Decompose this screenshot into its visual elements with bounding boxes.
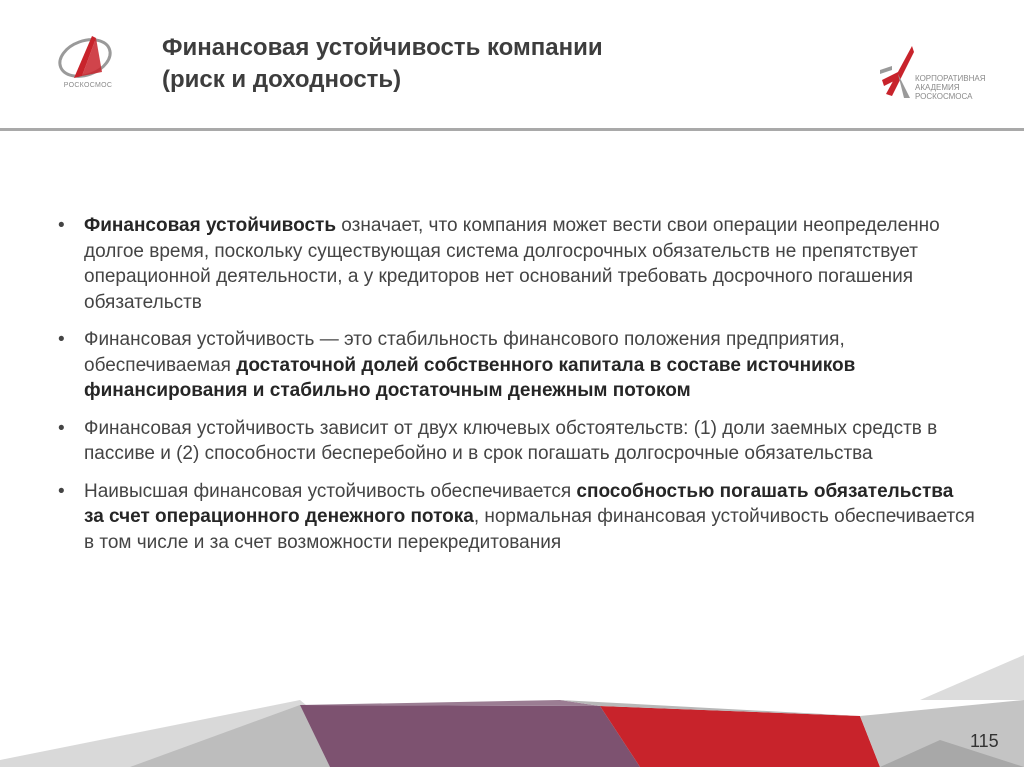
bullet-text-bold: способностью погашать обязательства за счет операционного денежного потока [84, 480, 954, 527]
bullet-marker: • [58, 480, 65, 502]
decorative-footer-shapes [0, 640, 1024, 767]
page-title-line-2: (риск и доходность) [162, 66, 402, 93]
slide-header [0, 0, 1024, 128]
bullet-text: , нормальная финансовая устойчивость обеспечивается в том числе и за счет возможности перекредитования [84, 506, 975, 553]
bullet-item [58, 479, 978, 556]
bullet-item [58, 213, 978, 315]
bullet-item [58, 327, 978, 404]
page-number: 115 [970, 731, 999, 751]
bullet-text: Финансовая устойчивость зависит от двух ключевых обстоятельств: (1) доли заемных средств в пассиве и (2) способности бесперебойно и в срок погашать долгосрочные обязательства [84, 417, 938, 464]
bullet-text: Финансовая устойчивость — это стабильность финансового положения предприятия, обеспечиваемая [84, 329, 845, 376]
header-divider [0, 128, 1024, 131]
roscosmos-logo-caption: РОСКОСМОС [63, 82, 113, 89]
academy-logo-caption: КОРПОРАТИВНАЯ АКАДЕМИЯ РОСКОСМОСА [915, 74, 986, 101]
academy-logo-icon [878, 44, 918, 100]
bullet-text: означает, что компания может вести свои операции неопределенно долгое время, поскольку существующая система долгосрочных обязательств не препятствует операционной деятельности, а у кредиторов нет оснований требовать досрочного погашения обязательств [84, 215, 940, 313]
page-title [162, 32, 603, 96]
bullet-text-bold: Финансовая устойчивость [84, 215, 337, 236]
bullet-marker: • [58, 417, 65, 439]
bullet-list [58, 213, 978, 567]
bullet-marker: • [58, 329, 65, 350]
page-title-line-1: Финансовая устойчивость компании [162, 34, 603, 61]
bullet-item [58, 416, 978, 467]
bullet-text: Наивысшая финансовая устойчивость обеспечивается [84, 480, 577, 502]
bullet-text-bold: достаточной долей собственного капитала в составе источников финансирования и стабильно достаточным денежным потоком [84, 354, 856, 401]
bullet-marker: • [58, 215, 65, 236]
